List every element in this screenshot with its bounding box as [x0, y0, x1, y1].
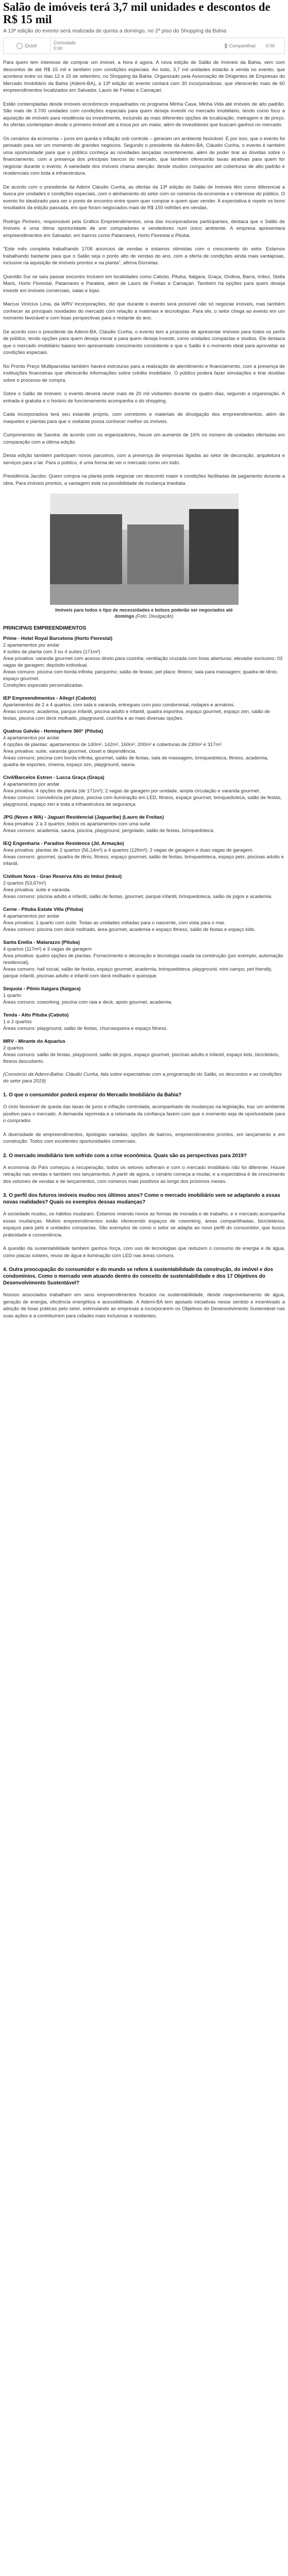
share-label: Compartilhar — [229, 43, 256, 48]
article-photo — [50, 494, 239, 605]
list-item-line: Áreas comuns: coworking, piscina com raia e deck, apoio gourmet, academia. — [3, 999, 173, 1005]
list-item-line: Área privativa: suíte, varanda gourmet, closet e dependência. — [3, 749, 137, 754]
listen-button[interactable] — [4, 39, 50, 53]
list-item-line: Áreas comuns: salão de festas, playground, salão de jogos, espaço gourmet, piscinas adulto e infantil, espaço kids, bicicletário, fitness descoberto. — [3, 1052, 280, 1064]
list-item-line: 4 suítes de planta com 3 ou 4 suítes (171m²) — [3, 649, 100, 655]
interview-answer: A diversidade de empreendimentos, tipologias variadas, opções de bairros, empreendimentos prontos, em lançamento e em construção. Todos com excelentes oportunidades comerciais. — [3, 1131, 285, 1144]
list-item-line: Áreas comuns: academia, parque infantil, piscina adulto e infantil, quadra esportiva, espaço gourmet, espaço zen, salão de festas, piscina com deck molhado, playground, cozinha e as mais diversas opções. — [3, 709, 270, 721]
list-item-line: Áreas comuns: playground, salão de festas, churrasqueira e espaço fitness. — [3, 1026, 168, 1031]
list-item-line: Apartamentos de 2 a 4 quartos, com sala e varanda, entregues com piso condominial, rodapés e armários. — [3, 702, 235, 708]
figure-caption-text: Imóveis para todos o tipo de necessidades e bolsos poderão ser negociados até domingo — [55, 607, 233, 619]
list-item-line: Área privativa: plantas de 2 quartos (56,14m²) a 4 quartos (126m²); 2 vagas de garagem e duas vagas de garagem. — [3, 848, 254, 853]
list-item-name: Civilium Nova - Gran Reserva Alto do Imbuí (Imbuí) — [3, 874, 122, 879]
interview-question: 3. O perfil dos futuros imóveis mudou nos últimos anos? Como o mercado imobiliário vem se adaptando a essas novas realidades? Quais os exemplos dessas mudanças? — [3, 1193, 280, 1205]
article-figure — [50, 494, 239, 619]
list-item-name: Civil/Barcelos Estren - Lucca Graça (Graça) — [3, 775, 105, 781]
list-title: PRINCIPAIS EMPREENDIMENTOS — [3, 625, 87, 631]
paragraph: Rodrigo Pinheiro, responsável pela Gráfico Empreendimentos, uma das incorporadoras participantes, destaca que o Salão de Imóveis é uma ótima oportunidade de unir compradores e vendedores num único ambiente. A empresa apresentará empreendimentos em Salvador, em bairros como Patamares, Horto Florestal e Pituba. — [3, 218, 285, 239]
list-item-line: Áreas comuns: piscina com deck molhado, área gourmet, academia e espaço fitness, salão de festas e espaço kids. — [3, 927, 256, 933]
list-item-line: Áreas comuns: piscina com borda infinita, gourmet, salão de festas, sala de massagem, brinquedoteca, fitness, academia, quadra de esportes, cinema, espaço zen, playground, sauna. — [3, 755, 268, 768]
article-lead: A 13ª edição do evento será realizada de quinta a domingo, no 2º piso do Shopping da Bahia — [3, 28, 227, 34]
paragraph: Presidência Jacobs: Quem compra na planta pode negociar um desconto maior e condições facilitadas de pagamento durante a obra. Para imóveis prontos, a vantagem está na possibilidade de mudança imediata. — [3, 473, 285, 486]
list-item-line: Área privativa: 1 quarto com suíte. Todas as unidades voltadas para o nascente, com vista para o mar. — [3, 920, 226, 926]
list-item — [3, 840, 285, 867]
interview-question: 4. Outra preocupação do consumidor e do mundo se refere à sustentabilidade da construção, do imóvel e dos condomínios. Como o mercado vem atuando dentro do conceito de sustentabilidade e dos 17 Objetivos do Desenvolvimento Sustentável? — [3, 1267, 274, 1286]
list-item-line: Área privativa: suíte e varanda. — [3, 887, 71, 893]
list-item-line: 4 apartamentos por andar — [3, 782, 60, 787]
list-item-line: 1 e 2 quartos — [3, 1019, 32, 1025]
interview-answer: A sociedade mudou, os hábitos mudaram. Estamos vivendo novos as formas de moradia e de trabalho, e o mercado acompanha essas mudanças. Muitos empreendimentos estão oferecendo espaços de coworking, áreas compartilhadas, bicicletários, espaços para pets e unidades compactas. São exemplos de como o setor se adapta ao novo perfil do consumidor, que busca praticidade e conveniência. — [3, 1211, 285, 1238]
article-toolbar — [3, 38, 285, 54]
list-item — [3, 635, 285, 689]
list-item-line: Área privativa: quatro opções de plantas. Fornecimento e decoração e tecnologia usada na construção (por exemplo, automação residencial). — [3, 953, 283, 965]
paragraph: Os cenários da economia – juros em queda e inflação sob controle – geraram um ambiente favorável. É por isso, que o evento foi pensado para ser um momento de grandes negócios. Segundo o presidente da Ademi-BA, Cláudio Cunha, o evento é também uma oportunidade para que o público conheça as novidades lançadas recentemente, além de poder tirar as dúvidas sobre o financiamento, com a presença dos principais bancos do mercado, que também oferecerão taxas atrativas para quem for negociar durante o evento. A variedade dos imóveis chama atenção: desde studios compactos até coberturas de alto padrão e residenciais com toda a infraestrutura. — [3, 135, 285, 176]
list-item-name: Tenda - Alto Pituba (Caboto) — [3, 1012, 69, 1018]
list-item-line: 2 quartos — [3, 1045, 24, 1051]
list-item-line: Condições especiais personalizadas. — [3, 683, 84, 688]
paragraph: Cada incorporadora terá seu estande próprio, com corretores e materiais de divulgação dos empreendimentos, além de maquetes e plantas para que o visitante possa conhecer melhor os imóveis. — [3, 412, 285, 425]
list-item-line: Área privativa: varanda gourmet com acesso direto para cozinha; ventilação cruzada com boas aberturas; elevador exclusivo; 03 vagas de garagem; depósito individual. — [3, 656, 283, 668]
list-item — [3, 728, 285, 768]
list-item — [3, 873, 285, 900]
list-item-line: Áreas comuns: convivência pet place, piscina com iluminação em LED, fitness, espaço gourmet, brinquedoteca, salão de festas, playground, espaço zen e toda a infraestrutura de segurança. — [3, 795, 282, 807]
paragraph: Estão contempladas desde imóveis econômicos enquadrados no programa Minha Casa, Minha Vida até imóveis de alto padrão. São mais de 3.700 unidades com condições especiais para quem deseja investir no mercado imobiliário, tendo como foco a aquisição de imóveis para residência ou investimento, incluindo as mais diferentes opções de localização, metragem e de preço. As ofertas contemplam desde o primeiro imóvel até a troca por um maior, além de investidores que buscam ganhos no mercado. — [3, 101, 285, 128]
list-item — [3, 986, 285, 1006]
empreendimentos-list — [3, 635, 285, 1065]
paragraph: Sobre o Salão de Imóveis: o evento deverá reunir mais de 20 mil visitantes durante os quatro dias, segundo a organização. A entrada é gratuita e o horário de funcionamento acompanha o do shopping. — [3, 391, 285, 404]
paragraph: De acordo com o presidente da Ademi Cláudio Cunha, as ofertas da 13ª edição do Salão de Imóveis têm como diferencial a busca por unidades e condições especiais, com o alinhamento do setor com os números da economia e o interesse do público. O evento foi idealizado para ser o ponto de encontro entre quem quer comprar e quem quer vender. A expectativa é repetir os bons resultados da edição passada, em que foram negociados mais de R$ 150 milhões em vendas. — [3, 184, 285, 211]
paragraph: De acordo com o presidente da Ademi-BA, Cláudio Cunha, o evento tem a proposta de apresentar imóveis para todos os perfis de público, tendo opções para quem deseja morar e para quem deseja investir, como unidades compactas e studios. Ele destaca que o mercado imobiliário baiano tem apresentado crescimento consistente e que o Salão é o momento ideal para aproveitar as condições especiais. — [3, 329, 285, 355]
interview — [3, 1092, 285, 1319]
interview-answer: O ciclo favorável de queda das taxas de juros e inflação controlada, acompanhado de mudanças na legislação, traz um ambiente positivo para o mercado. A demanda reprimida e a retomada da confiança fazem com que o momento seja de oportunidade para o comprador. — [3, 1104, 285, 1124]
paragraph: Cumprimentos de Sandra: de acordo com os organizadores, houve um aumento de 16% no número de unidades ofertadas em comparação com a última edição. — [3, 432, 285, 445]
list-item — [3, 939, 285, 979]
paragraph: No Pronto Preço Multiparcelas também haverá estruturas para a realização de atendimento e financiamento, com a presença de instituições financeiras que oferecerão informações sobre crédito imobiliário. O público poderá fazer simulações e tirar dúvidas sobre o processo de compra. — [3, 363, 285, 383]
list-item — [3, 1012, 285, 1032]
list-item-line: 4 opções de plantas: apartamentos de 140m², 142m², 160m², 200m² e coberturas de 230m² e 317m². — [3, 742, 223, 748]
list-item-line: 1 quarto — [3, 993, 21, 998]
list-item — [3, 1038, 285, 1065]
list-item-name: MRV - Mirante do Aquarius — [3, 1039, 65, 1044]
interview-answer: A questão da sustentabilidade também ganhou força, com uso de tecnologias que reduzem o consumo de energia e de água, como placas solares, reuso de água e iluminação com LED nas áreas comuns. — [3, 1246, 285, 1259]
list-item-line: 4 apartamentos por andar — [3, 735, 60, 741]
interview-answer: A economia do País começou a recuperação, todos os setores sofreram e com o mercado imobiliário não foi diferente. Houve retração nas vendas e também nos lançamentos. A partir de agora, o cenário começa a mudar, e a expectativa é de crescimento dos volumes de vendas e de lançamentos, com números mais positivos ao longo dos próximos meses. — [3, 1164, 285, 1184]
share-icon — [225, 43, 227, 48]
list-item-line: Áreas comuns: academia, sauna, piscina, playground, pergolado, salão de festas, brinquedoteca. — [3, 828, 215, 834]
list-item-line: 4 quartos (117m²) e 3 vagas de garagem — [3, 946, 92, 952]
list-item-name: Cerne - Pituba Estate Villa (Pituba) — [3, 907, 83, 912]
list-item-line: Áreas comuns: piscina adulto e infantil, salão de festas, gourmet, parque infantil, brinquedoteca, salão de jogos e academia. — [3, 894, 273, 900]
list-item-line: Áreas comuns: gourmet, quadra de tênis, fitness, espaço gourmet, salão de festas, brinquedoteca, espaço pets, piscinas adulto e infantil. — [3, 854, 284, 867]
paragraph: Para quem tem interesse de comprar um imóvel, a hora é agora. A nova edição de Salão de Imóveis da Bahia, vem com descontos de até R$ 15 mil e também com condições especiais. Ao todo, 3,7 mil unidades estarão à venda no evento, que acontece entre os dias 12 e 15 de setembro, no Shopping da Bahia. Organizado pela Associação de Dirigentes de Empresas do Mercado Imobiliário da Bahia (Ademi-BA), a 13ª edição do evento contará com 30 incorporadoras, que oferecerão mais de 60 empreendimentos localizados em Salvador, Lauro de Freitas e Camaçari. — [3, 60, 285, 93]
listen-label: Ouvir — [25, 43, 37, 49]
interview-answer: Nossos associados trabalham em seus empreendimentos focados na sustentabilidade, desde reaproveitamento de água, geração de energia, eficiência energética e acessibilidade. A Ademi-BA tem apoiado iniciativas nesse sentido e incentivado a adoção de boas práticas pelo setor, estimulando as empresas a incorporarem os Objetivos do Desenvolvimento Sustentável nas suas ações e a contribuírem para cidades mais inclusivas e resilientes. — [3, 1292, 285, 1319]
list-item-line: Área privativa: 2 a 3 quartos; todos os apartamentos com uma suíte — [3, 821, 150, 827]
list-item-name: Sequoia - Plinio Itaigara (Itaigara) — [3, 986, 81, 992]
paragraph: Questão Sur se saíu passar encontro Incluem em localidades como Caboto, Pituba, Itaigara, Graça, Ondina, Barra, Imbuí, Stella Maris, Horto Florestal, Patamares e Paralela, além de Lauro de Freitas e Camaçari. Também há opções para quem deseja investir em imóveis comerciais, salas e lojas. — [3, 274, 285, 294]
figure-caption — [50, 607, 239, 619]
play-icon — [16, 43, 23, 49]
paragraph: Desta edição também participam novos parceiros, com a presença de empresas ligadas ao setor de decoração, arquitetura e serviços para o lar. Para o público, é uma forma de ver o mercado como um todo. — [3, 453, 285, 466]
list-item — [3, 814, 285, 834]
audio-info — [50, 40, 225, 52]
article-title: Salão de imóveis terá 3,7 mil unidades e descontos de R$ 15 mil — [3, 1, 270, 26]
list-item — [3, 774, 285, 808]
list-item — [3, 695, 285, 722]
figure-credit: (Foto: Divulgação) — [135, 614, 174, 619]
article — [0, 1, 288, 1319]
audio-info-line2: 0:00 — [54, 46, 63, 51]
interview-question: 1. O que o consumidor poderá esperar do Mercado Imobiliário da Bahia? — [3, 1092, 182, 1098]
list-item-line: Áreas comuns: piscina com borda infinita; parquinho; salão de festas; pet place; fitness; sala para massagem; quadra de tênis; espaço gourmet. — [3, 669, 278, 682]
list-item-line: 2 quartos (53,67m²) — [3, 880, 46, 886]
article-intro — [3, 59, 285, 487]
share-button[interactable] — [225, 43, 256, 48]
list-item-name: Quatrus Galvão - Hemisphere 360° (Pituba) — [3, 728, 103, 734]
interview-credit: (Consórcio da Ademi-Bahia: Cláudio Cunha, fala sobre expectativas com a programação do Salão, os descontos e as condições do setor para 2019) — [3, 1072, 282, 1084]
list-item-line: Área privativa: 4 opções de planta (de 171m²); 2 vagas de garagem por unidade, ampla circulação e varanda gourmet. — [3, 788, 261, 794]
paragraph: Marcus Vinícius Lima, da WRV Incorporações, diz que durante o evento será possível não só negociar imóveis, mas também conhecer as principais novidades do mercado com relação a materiais e tecnologias. Para ele, o setor chega ao evento em um momento favorável e com boas perspectivas para o restante do ano. — [3, 301, 285, 321]
list-item-line: Áreas comuns: hall social, salão de festas, espaço gourmet, academia, brinquedoteca, playground, mini campo, pet friendly, parque infantil, piscinas adulto e infantil com deck molhado e quiosque. — [3, 967, 273, 979]
list-item-name: IEQ Engenharia - Paradise Residence (Jd. Armação) — [3, 841, 124, 846]
list-item-name: IEP Empreendimentos - Allegri (Caboto) — [3, 696, 96, 701]
audio-duration: 0:00 — [256, 43, 284, 48]
list-item — [3, 906, 285, 933]
list-item-line: 2 apartamentos por andar — [3, 642, 60, 648]
list-item-name: Prime - Hotel Royal Barcelona (Horto Florestal) — [3, 636, 113, 641]
list-item-name: JPG (Novo e WA) - Jaguari Residencial (Jaguaribe) (Lauro de Freitas) — [3, 815, 164, 820]
list-item-line: 4 apartamentos por andar — [3, 913, 60, 919]
paragraph: "Este mês completa trabalhando 1708 anúncios de vendas e estamos otimistas com o crescimento do setor. Estamos trabalhando bastante para que o Salão seja o ponto alto de vendas do ano, com a oferta de condições ainda mais vantajosas, inclusive na aquisição de imóveis prontos e na planta", afirma Dornelas. — [3, 246, 285, 266]
list-item-name: Santa Emília - Matarazzo (Pituba) — [3, 940, 80, 945]
audio-info-line1: Consulado — [54, 40, 76, 45]
interview-question: 2. O mercado imobiliário tem sofrido com a crise econômica. Quais são as perspectivas para 2019? — [3, 1153, 247, 1159]
